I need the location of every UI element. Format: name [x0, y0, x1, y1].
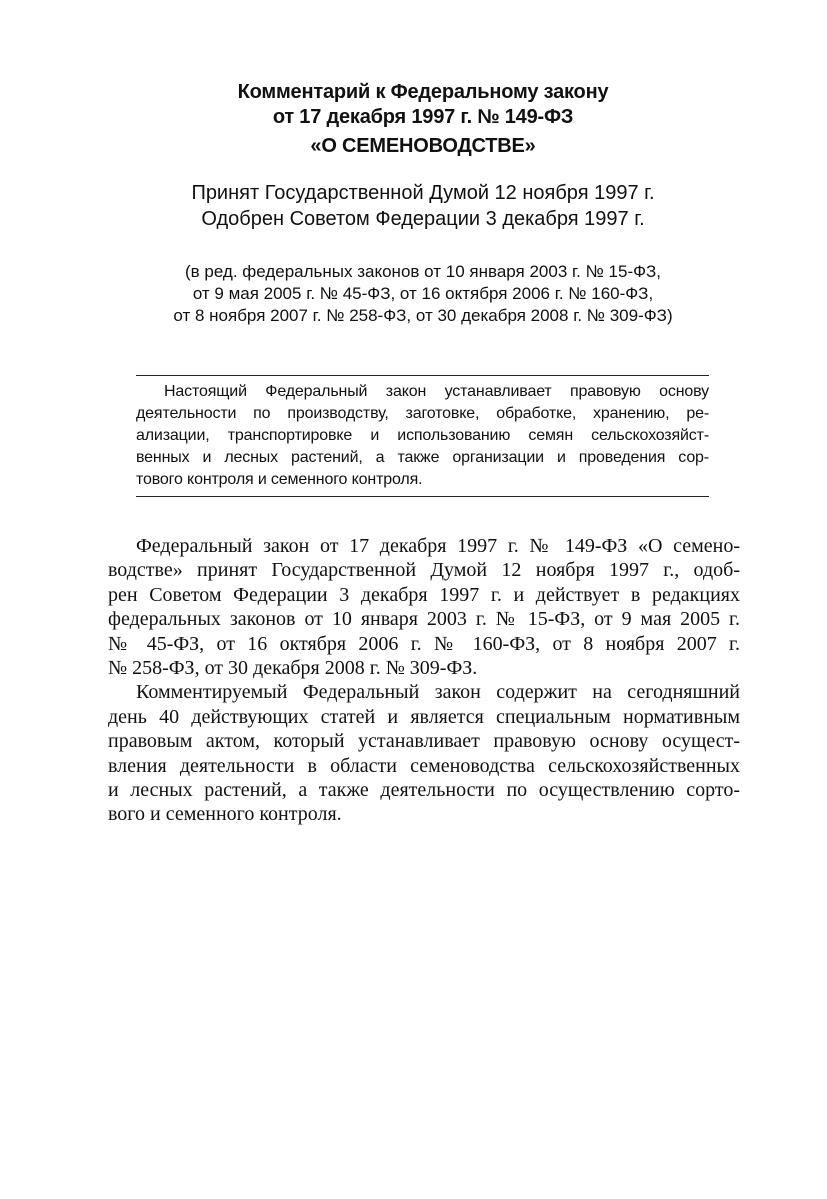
revisions-note: [100, 261, 746, 327]
body-line: и лесных растений, а также деятельности по осуществлению сорто-: [108, 779, 740, 802]
preamble-line: деятельности по производству, заготовке, обработке, хранению, ре-: [136, 405, 709, 422]
body-line: вого и семенного контроля.: [108, 803, 342, 826]
revision-line: от 9 мая 2005 г. № 45-ФЗ, от 16 октября 2006 г. № 160-ФЗ,: [192, 284, 654, 303]
title-line-3: «О СЕМЕНОВОДСТВЕ»: [310, 135, 536, 157]
commentary-body: [108, 534, 740, 827]
adoption-duma-line: Принят Государственной Думой 12 ноября 1997 г.: [191, 182, 655, 204]
body-line: № 45-ФЗ, от 16 октября 2006 г. № 160-ФЗ, от 8 ноября 2007 г.: [108, 632, 740, 655]
paragraph-2: [108, 680, 740, 826]
paragraph-1: [108, 534, 740, 680]
body-line: день 40 действующих статей и является специальным нормативным: [108, 705, 740, 728]
preamble-box: [136, 375, 709, 497]
body-line: Комментируемый Федеральный закон содержит на сегодняшний: [136, 681, 740, 704]
body-line: водстве» принят Государственной Думой 12 ноября 1997 г., одоб-: [108, 559, 740, 582]
revision-line: (в ред. федеральных законов от 10 января 2003 г. № 15-ФЗ,: [184, 262, 662, 281]
body-line: Федеральный закон от 17 декабря 1997 г. № 149-ФЗ «О семено-: [136, 535, 740, 557]
document-title: [100, 80, 746, 159]
title-line-2: от 17 декабря 1997 г. № 149-ФЗ: [272, 106, 574, 128]
preamble-line: Настоящий Федеральный закон устанавливает правовую основу: [164, 383, 709, 400]
preamble-line: венных и лесных растений, а также организации и проведения сор-: [136, 449, 709, 466]
body-line: правовым актом, который устанавливает правовую основу осущест-: [108, 730, 740, 753]
body-line: вления деятельности в области семеноводства сельскохозяйственных: [108, 754, 740, 777]
body-line: федеральных законов от 10 января 2003 г. № 15-ФЗ, от 9 мая 2005 г.: [108, 608, 740, 631]
title-line-1: Комментарий к Федеральному закону: [237, 81, 609, 103]
body-line: рен Советом Федерации 3 декабря 1997 г. и действует в редакциях: [108, 583, 740, 606]
preamble-line: ализации, транспортировке и использованию семян сельскохозяйст-: [136, 427, 709, 444]
revision-line: от 8 ноября 2007 г. № 258-ФЗ, от 30 декабря 2008 г. № 309-ФЗ): [173, 306, 673, 325]
adoption-info: [100, 180, 746, 232]
adoption-council-line: Одобрен Советом Федерации 3 декабря 1997 г.: [201, 208, 645, 230]
preamble-line: тового контроля и семенного контроля.: [136, 471, 423, 488]
body-line: № 258-ФЗ, от 30 декабря 2008 г. № 309-ФЗ.: [108, 657, 478, 680]
